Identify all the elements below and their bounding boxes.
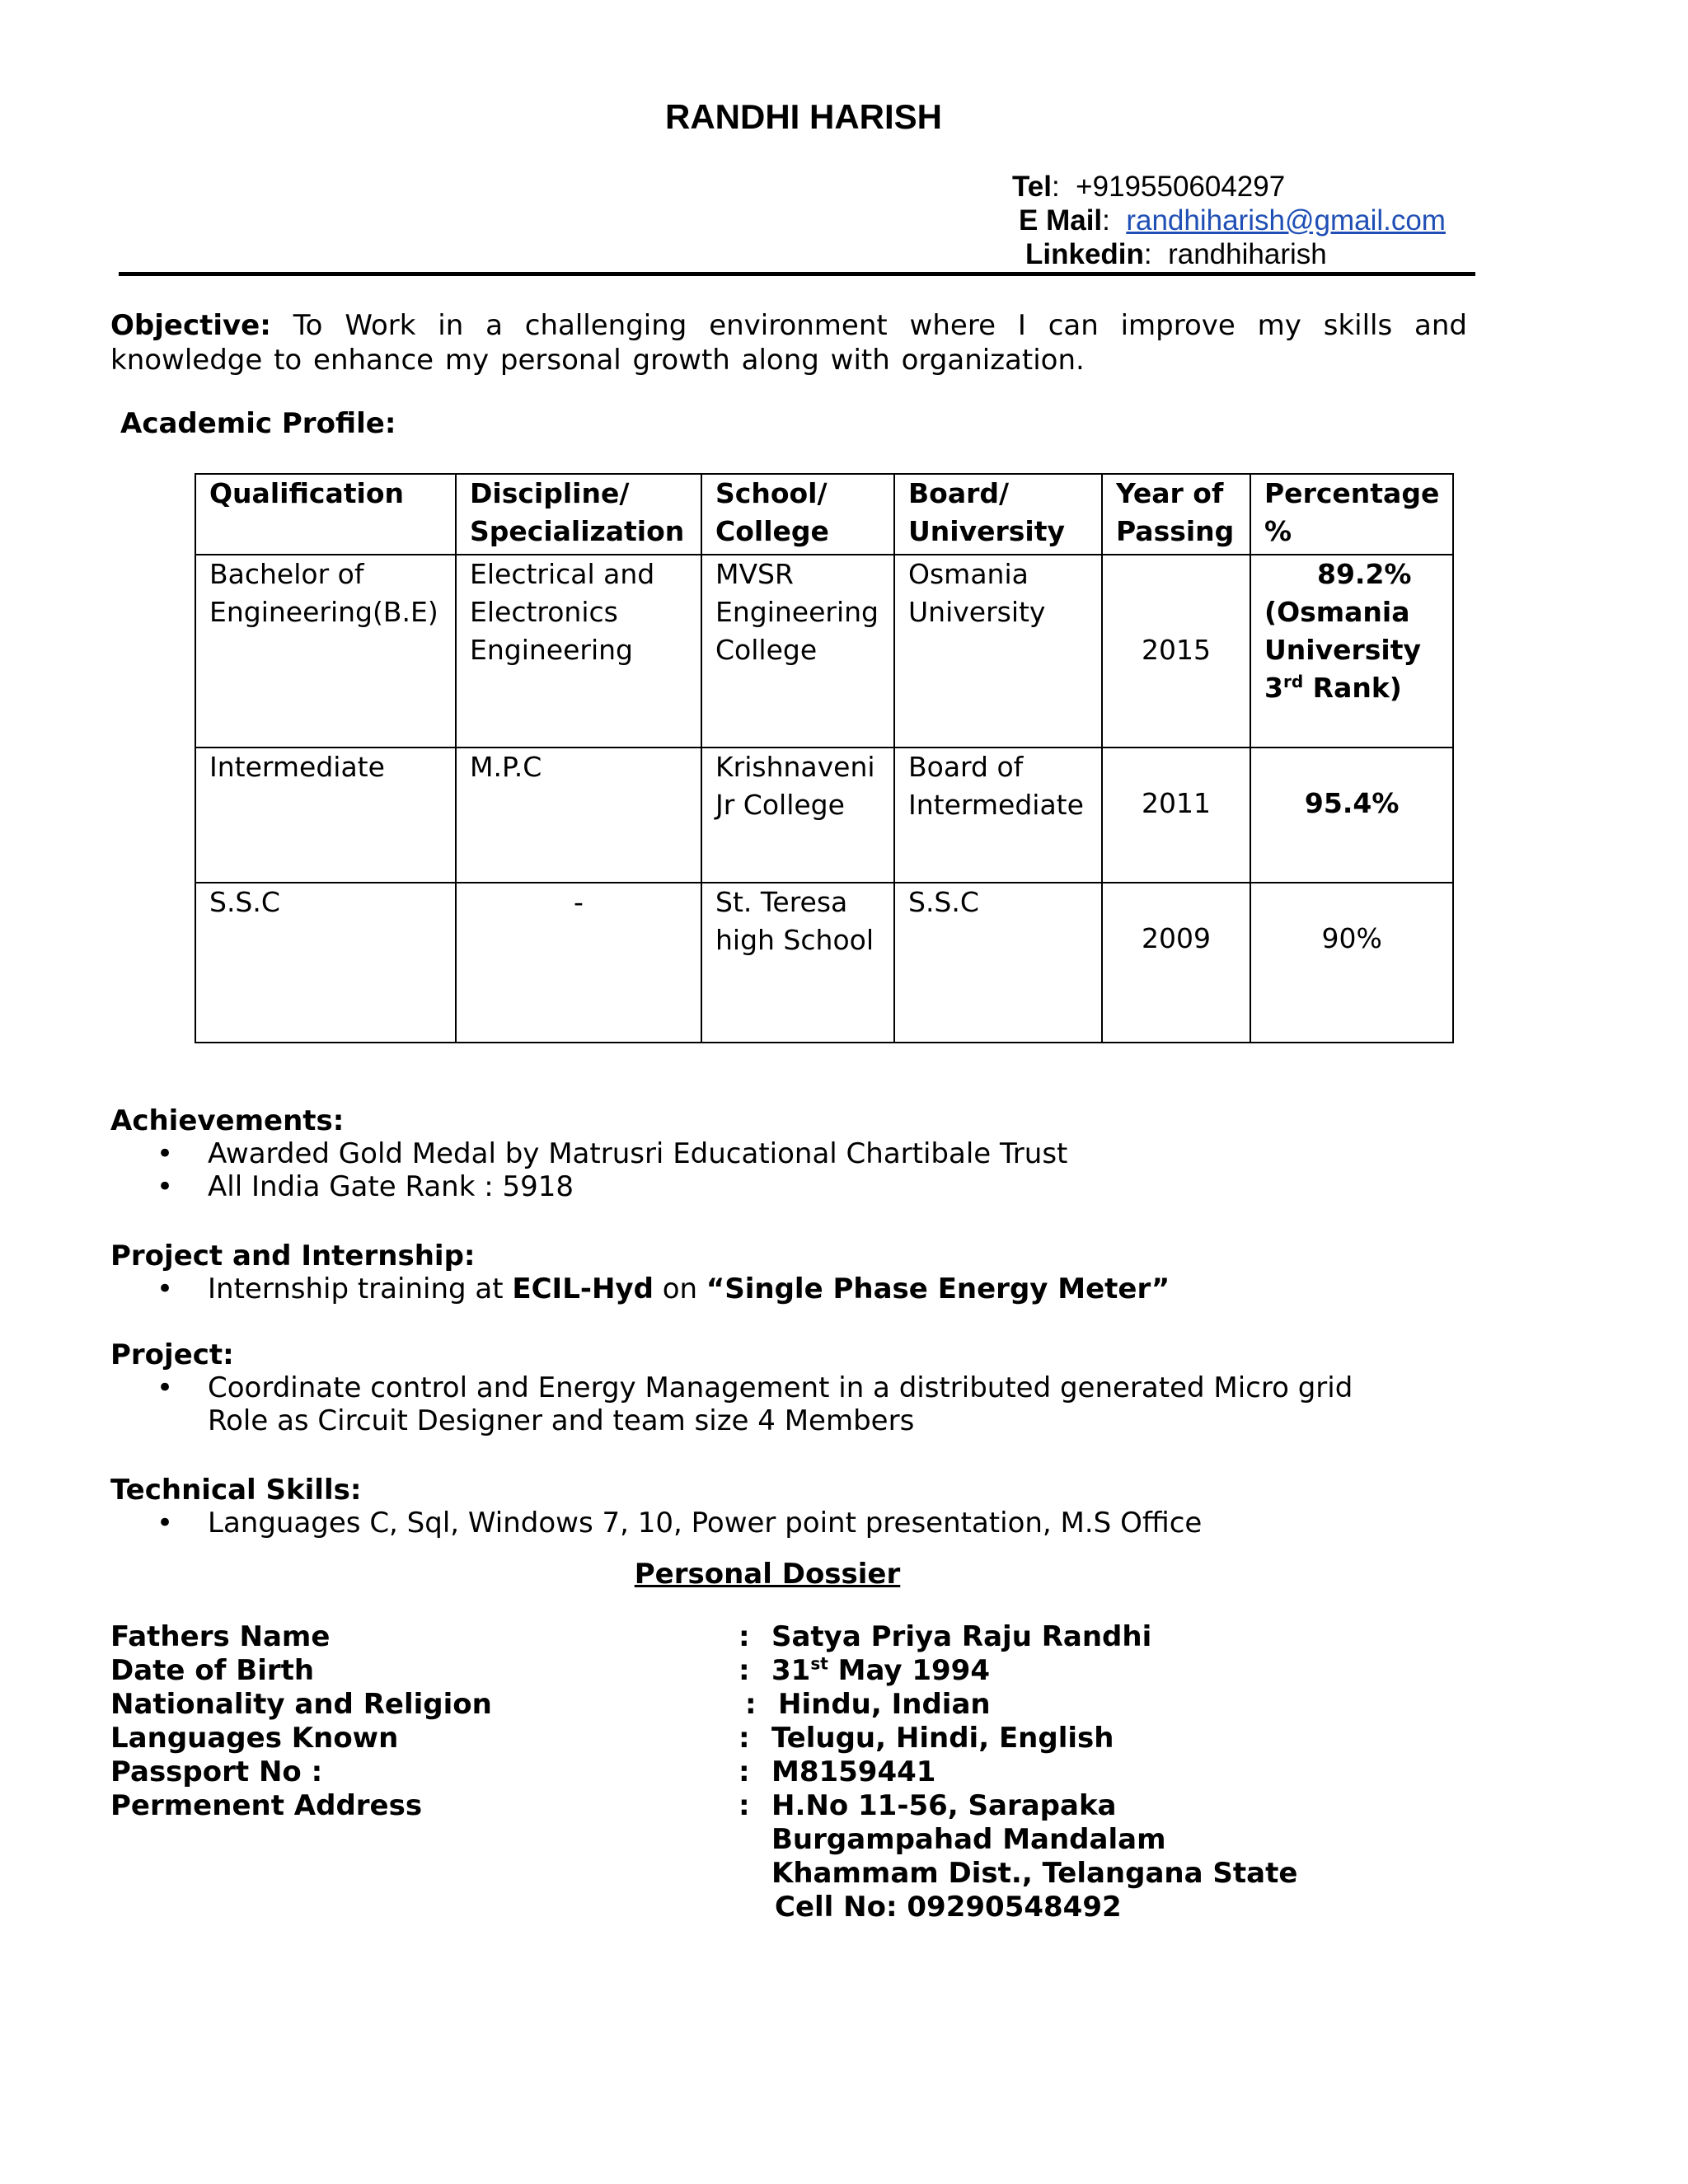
passport-value: M8159441 [771, 1755, 936, 1788]
cell-year: 2009 [1102, 883, 1250, 1043]
address-line: Burgampahad Mandalam [771, 1823, 1166, 1856]
col-board: Board/ University [894, 474, 1102, 555]
cell-board: Osmania University [894, 555, 1102, 748]
linkedin-value: randhiharish [1168, 238, 1327, 270]
address-value [771, 1789, 1297, 1924]
col-school: School/ College [701, 474, 894, 555]
internship-list [110, 1272, 1170, 1305]
email-link[interactable]: randhiharish@gmail.com [1126, 204, 1446, 237]
languages-value: Telugu, Hindi, English [771, 1722, 1114, 1755]
col-qualification: Qualification [195, 474, 456, 555]
dob-label: Date of Birth [110, 1654, 315, 1687]
objective-text: To Work in a challenging environment where I can improve my skills and knowledge to enhance my personal growth along with organization. [110, 309, 1468, 377]
address-label: Permenent Address [110, 1789, 423, 1822]
linkedin-label: Linkedin [1025, 238, 1144, 270]
col-year: Year of Passing [1102, 474, 1250, 555]
project-heading: Project: [110, 1338, 234, 1371]
project-line-2: Role as Circuit Designer and team size 4 Members [208, 1404, 915, 1437]
academic-heading: Academic Profile: [120, 407, 396, 440]
address-line: H.No 11-56, Sarapaka [771, 1789, 1117, 1822]
dossier-title: Personal Dossier [634, 1558, 901, 1591]
internship-on: on [662, 1272, 698, 1305]
linkedin-row: Linkedin: randhiharish [1025, 238, 1327, 270]
passport-label: Passport No : [110, 1755, 323, 1788]
table-row [195, 555, 1453, 748]
objective-paragraph [110, 308, 1467, 377]
internship-heading: Project and Internship: [110, 1240, 476, 1272]
cell-year: 2015 [1102, 555, 1250, 748]
nationality-value: Hindu, Indian [778, 1688, 991, 1721]
internship-project: “Single Phase Energy Meter” [706, 1272, 1170, 1305]
table-row [195, 883, 1453, 1043]
internship-company: ECIL-Hyd [512, 1272, 654, 1305]
achievements-heading: Achievements: [110, 1104, 345, 1137]
cell-qualification: Intermediate [195, 748, 456, 883]
cell-year: 2011 [1102, 748, 1250, 883]
dob-value [771, 1654, 990, 1688]
rank-suffix: rd [1282, 672, 1304, 691]
cell-school: Krishnaveni Jr College [701, 748, 894, 883]
achievements-list [110, 1137, 1067, 1203]
rank-line [1264, 669, 1439, 707]
cell-board: S.S.C [894, 883, 1102, 1043]
rank-text: Rank) [1312, 672, 1402, 704]
colon: : [738, 1755, 750, 1788]
list-item: • Languages C, Sql, Windows 7, 10, Power point presentation, M.S Office [110, 1507, 1202, 1540]
tel-value: +919550604297 [1076, 171, 1286, 203]
percentage-note: (Osmania University [1264, 596, 1422, 666]
colon: : [738, 1654, 750, 1687]
table-header-row [195, 474, 1453, 555]
cell-board: Board of Intermediate [894, 748, 1102, 883]
table-row [195, 748, 1453, 883]
cell-percentage [1250, 555, 1453, 748]
internship-prefix: Internship training at [208, 1272, 504, 1305]
skills-list [110, 1507, 1202, 1540]
cell-qualification: S.S.C [195, 883, 456, 1043]
cell-qualification: Bachelor of Engineering(B.E) [195, 555, 456, 748]
academic-table [195, 473, 1454, 1043]
cell-percentage: 90% [1250, 883, 1453, 1043]
project-list [110, 1371, 1353, 1437]
colon: : [745, 1688, 757, 1721]
tel-row: Tel: +919550604297 [1012, 171, 1286, 203]
dob-day: 31 [771, 1654, 811, 1687]
dob-suffix: st [810, 1653, 828, 1674]
address-line: Khammam Dist., Telangana State [771, 1857, 1298, 1890]
list-item: • All India Gate Rank : 5918 [110, 1170, 1067, 1203]
list-item: • Awarded Gold Medal by Matrusri Educational Chartibale Trust [110, 1137, 1067, 1170]
header-divider [119, 272, 1475, 276]
list-item [110, 1272, 1170, 1305]
address-line: Cell No: 09290548492 [775, 1891, 1122, 1924]
cell-discipline: M.P.C [456, 748, 701, 883]
rank-number: 3 [1264, 672, 1283, 704]
languages-label: Languages Known [110, 1722, 399, 1755]
list-item [110, 1371, 1353, 1437]
cell-school: St. Teresa high School [701, 883, 894, 1043]
contact-block [1012, 170, 1446, 271]
col-percentage: Percentage % [1250, 474, 1453, 555]
resume-name: RANDHI HARISH [665, 97, 942, 136]
colon: : [738, 1789, 750, 1822]
dob-rest: May 1994 [837, 1654, 991, 1687]
email-label: E Mail [1019, 204, 1103, 237]
cell-discipline: - [456, 883, 701, 1043]
fathers-name-label: Fathers Name [110, 1620, 331, 1653]
col-discipline: Discipline/ Specialization [456, 474, 701, 555]
project-line-1: • Coordinate control and Energy Management in a distributed generated Micro grid [208, 1371, 1353, 1404]
cell-school: MVSR Engineering College [701, 555, 894, 748]
email-row: E Mail: randhiharish@gmail.com [1019, 204, 1446, 237]
percentage-value: 89.2% [1317, 558, 1412, 590]
skills-heading: Technical Skills: [110, 1474, 362, 1507]
colon: : [738, 1620, 750, 1653]
fathers-name-value: Satya Priya Raju Randhi [771, 1620, 1152, 1653]
cell-percentage: 95.4% [1250, 748, 1453, 883]
nationality-label: Nationality and Religion [110, 1688, 492, 1721]
objective-label: Objective: [110, 309, 271, 342]
cell-discipline: Electrical and Electronics Engineering [456, 555, 701, 748]
colon: : [738, 1722, 750, 1755]
tel-label: Tel [1012, 171, 1052, 203]
